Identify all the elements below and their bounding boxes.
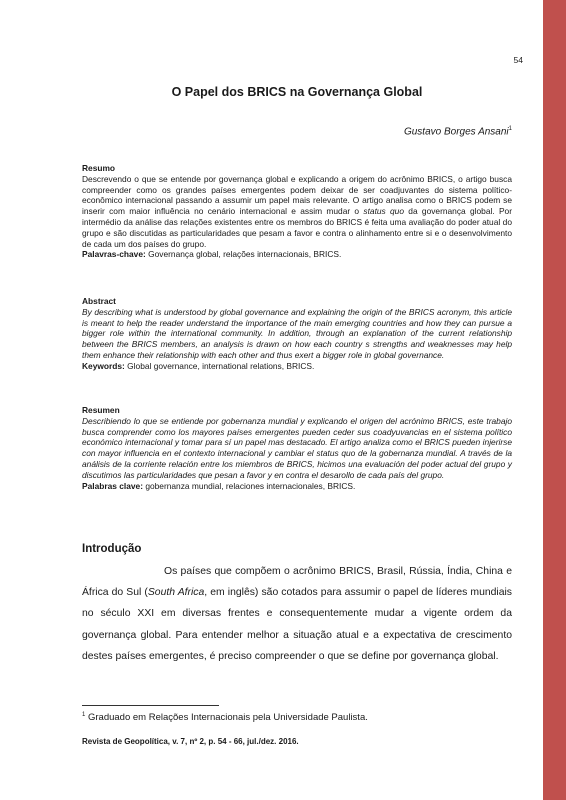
- footnote-divider: [82, 705, 219, 706]
- resumen-keywords-value: gobernanza mundial, relaciones internacionales, BRICS.: [143, 480, 356, 491]
- page-number: 54: [513, 55, 523, 65]
- introducao-text-italic: South Africa: [147, 587, 205, 599]
- abstract-keywords: [82, 361, 512, 372]
- resumen-heading: Resumen: [82, 405, 120, 415]
- resumo-keywords-label: Palavras-chave:: [82, 249, 146, 260]
- author-footnote-marker: 1: [508, 126, 512, 132]
- author-line: [82, 126, 512, 137]
- footnote-text: Graduado em Relações Internacionais pela Universidade Paulista.: [85, 712, 368, 724]
- article-title: O Papel dos BRICS na Governança Global: [171, 85, 423, 99]
- abstract-text: By describing what is understood by global governance and explaining the origin of the BRICS acronym, this article is meant to help the reader understand the importance of the main emerging countries and how they can pursue a bigger role within the international community. In addition, through an explanation of the current relationship between the BRICS members, an analysis is drawn on how each country s strengths and weaknesses may help them enhance their relationship with each other and thus exert a bigger role in global governance.: [82, 306, 512, 360]
- abstract-keywords-label: Keywords:: [82, 360, 125, 371]
- abstract-heading: Abstract: [82, 296, 116, 306]
- resumen-section: [82, 405, 512, 491]
- footnote: [82, 712, 512, 723]
- resumo-text: [82, 174, 512, 250]
- resumen-keywords-label: Palabras clave:: [82, 480, 143, 491]
- resumen-keywords: [82, 481, 512, 492]
- resumo-text-part1: Descrevendo o que se entende por governança global e explicando a origem do acrônimo BRICS, o artigo busca compreender como os grandes países emergentes podem deixar de ser coadjuvantes do sistema político-econômico internacional passando a assumir um papel mais relevante. O artigo analisa como o BRICS podem se inserir com maior influência no cenário internacional e assim mudar o: [82, 173, 512, 217]
- side-color-bar: [543, 0, 566, 800]
- introducao-text-part2: , em inglês) são cotados para assumir o papel de líderes mundiais no século XXI em diversas frentes e consequentemente mudar a vigente ordem da governança global. Para entender melhor a situação atual e a expectativa de crescimento destes países emergentes, é preciso compreender o que se define por governança global.: [82, 587, 512, 662]
- resumo-section: [82, 163, 512, 260]
- resumo-text-part2: da governança global. Por intermédio da análise das relações existentes entre os membros do BRICS é feita uma avaliação do poder atual do grupo e são discutidas as particularidades que pesam a favor e contra o alinhamento entre si e o desenvolvimento de cada um dos países do grupo.: [82, 206, 512, 249]
- introducao-section: [82, 561, 512, 667]
- journal-citation: Revista de Geopolítica, v. 7, nº 2, p. 54 - 66, jul./dez. 2016.: [82, 737, 299, 746]
- resumen-text: Describiendo lo que se entiende por gobernanza mundial y explicando el origen del acrónimo BRICS, este trabajo busca comprender como los mayores países emergentes pueden ceder sus coadyuvancias en el sistema político económico internacional y tomar para sí un papel mas destacado. El artigo analiza como el BRICS pueden injerirse con mayor influencia en el contexto internacional y cambiar el status quo de la gobernanza mundial. A través de la análisis de la corriente relación entre los miembros de BRICS, hicimos una evaluación del poder actual del grupo y discutimos las particularidades que pesan a favor y en contra el desarollo de cada país del grupo.: [82, 415, 512, 480]
- author-name: Gustavo Borges Ansani: [403, 126, 509, 138]
- footnote-marker: 1: [82, 712, 86, 718]
- introducao-text-part1: Os países que compõem o acrônimo BRICS, Brasil, Rússia, Índia, China e África do Sul (: [82, 566, 512, 599]
- resumo-heading: Resumo: [82, 163, 116, 173]
- resumo-keywords: [82, 249, 512, 260]
- resumo-keywords-value: Governança global, relações internacionais, BRICS.: [145, 249, 342, 260]
- resumo-text-italic: status quo: [363, 206, 405, 217]
- abstract-keywords-value: Global governance, international relations, BRICS.: [124, 360, 315, 371]
- introducao-heading: Introdução: [82, 543, 142, 555]
- introducao-text: [82, 561, 512, 667]
- abstract-section: [82, 296, 512, 372]
